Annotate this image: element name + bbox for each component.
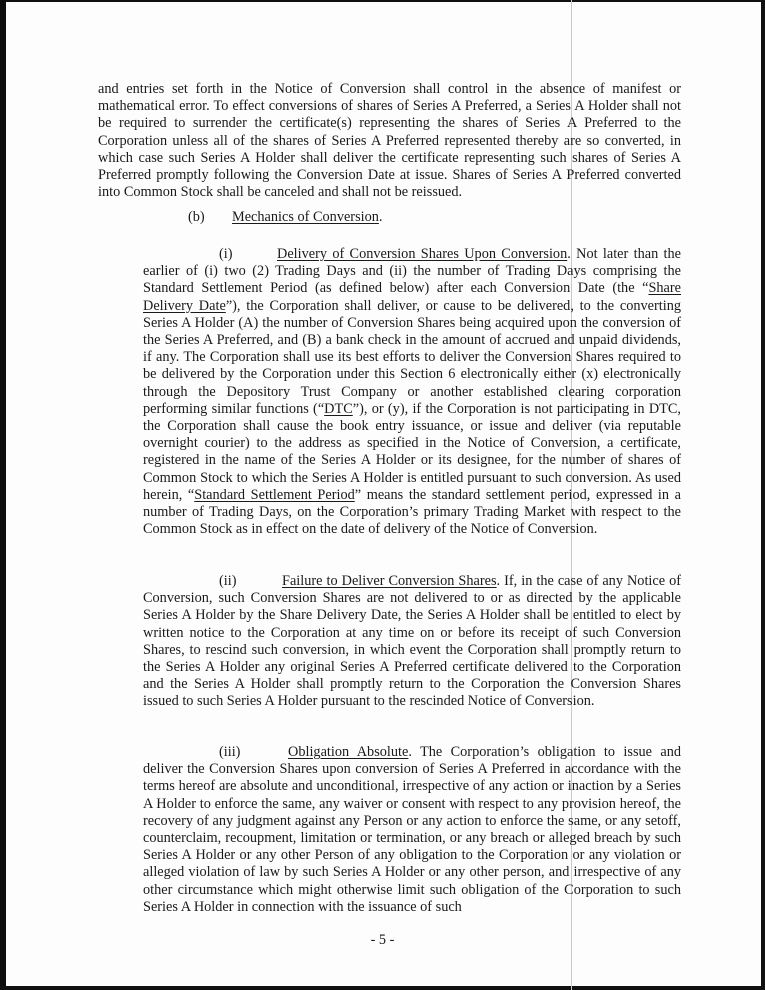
subsection-text: . If, in the case of any Notice of Conversion, such Conversion Shares are not delivered to or as directed by the applicable Series A Holder by the Share Delivery Date, the Series A Holder shall be entitled to elect by written notice to the Corporation at any time on or before its receipt of such Conversion Shares, to rescind such conversion, in which event the Corporation shall promptly return to the Series A Holder any original Series A Preferred certificate delivered to the Corporation and the Series A Holder shall promptly return to the Corporation the Conversion Shares issued to such Series A Holder pursuant to the rescinded Notice of Conversion. [143, 573, 681, 710]
scan-border-top [0, 0, 765, 2]
subsection-iii [143, 744, 681, 916]
subsection-text: ”), or (y), if the Corporation is not participating in DTC, the Corporation shall cause the book entry issuance, or issue and deliver (via reputable overnight courier) to the address as specified in the Notice of Conversion, a certificate, registered in the name of the Series A Holder or its designee, for the number of shares of Common Stock to which the Series A Holder is entitled pursuant to such conversion. As used herein, “ [143, 400, 682, 503]
section-title-suffix: . [378, 209, 383, 225]
subsection-text: . The Corporation’s obligation to issue and deliver the Conversion Shares upon conversion of Series A Preferred in accordance with the terms hereof are absolute and unconditional, irrespective of any action or inaction by a Series A Holder to enforce the same, any waiver or consent with respect to any provision hereof, the recovery of any judgment against any Person or any action to enforce the same, or any setoff, counterclaim, recoupment, limitation or termination, or any breach or alleged breach by such Series A Holder or any other Person of any obligation to the Corporation or any violation or alleged violation of law by such Series A Holder or any other person, and irrespective of any other circumstance which might otherwise limit such obligation of the Corporation to such Series A Holder in connection with the issuance of such [143, 744, 682, 915]
section-title: Mechanics of Conversion [232, 209, 379, 225]
subsection-heading: Failure to Deliver Conversion Shares [282, 573, 497, 589]
defined-term: Share Delivery Date [143, 280, 681, 314]
page-number: - 5 - [370, 932, 395, 948]
defined-term: Standard Settlement Period [194, 486, 355, 503]
scan-border-bottom [0, 986, 765, 990]
section-number: (b) [188, 209, 205, 225]
subsection-text: ” means the standard settlement period, expressed in a number of Trading Days, on the Corporation’s primary Trading Market with respect to the Common Stock as in effect on the date of delivery of the Notice of Conversion. [143, 486, 681, 538]
continuation-paragraph: and entries set forth in the Notice of Conversion shall control in the absence of manifest or mathematical error. To effect conversions of shares of Series A Preferred, a Series A Holder shall not be required to surrender the certificate(s) representing the shares of Series A Preferred to the Corporation unless all of the shares of Series A Preferred represented thereby are so converted, in which case such Series A Holder shall deliver the certificate representing such shares of Series A Preferred promptly following the Conversion Date at issue. Shares of Series A Preferred converted into Common Stock shall be canceled and shall not be reissued. [98, 81, 681, 201]
scan-border-left [0, 0, 6, 990]
section-b-heading [188, 209, 382, 226]
subsection-text: ”), the Corporation shall deliver, or cause to be delivered, to the converting Series A Holder (A) the number of Conversion Shares being acquired upon the conversion of the Series A Preferred, and (B) a bank check in the amount of accrued and unpaid dividends, if any. The Corporation shall use its best efforts to deliver the Conversion Shares required to be delivered by the Corporation under this Section 6 electronically either (x) electronically through the Depository Trust Company or another established clearing corporation performing similar functions (“ [143, 297, 681, 417]
subsection-i [143, 246, 681, 538]
subsection-heading: Delivery of Conversion Shares Upon Conversion [277, 246, 568, 262]
subsection-ii [143, 573, 681, 711]
subsection-heading: Obligation Absolute [288, 744, 409, 760]
subsection-text: . Not later than the earlier of (i) two (2) Trading Days and (ii) the number of Trading Days comprising the Standard Settlement Period (as defined below) after each Conversion Date (the “ [143, 246, 681, 297]
subsection-number: (ii) [219, 573, 237, 589]
scan-border-right [761, 0, 765, 990]
subsection-number: (i) [219, 246, 233, 262]
defined-term: DTC [324, 400, 353, 417]
subsection-number: (iii) [219, 744, 241, 760]
